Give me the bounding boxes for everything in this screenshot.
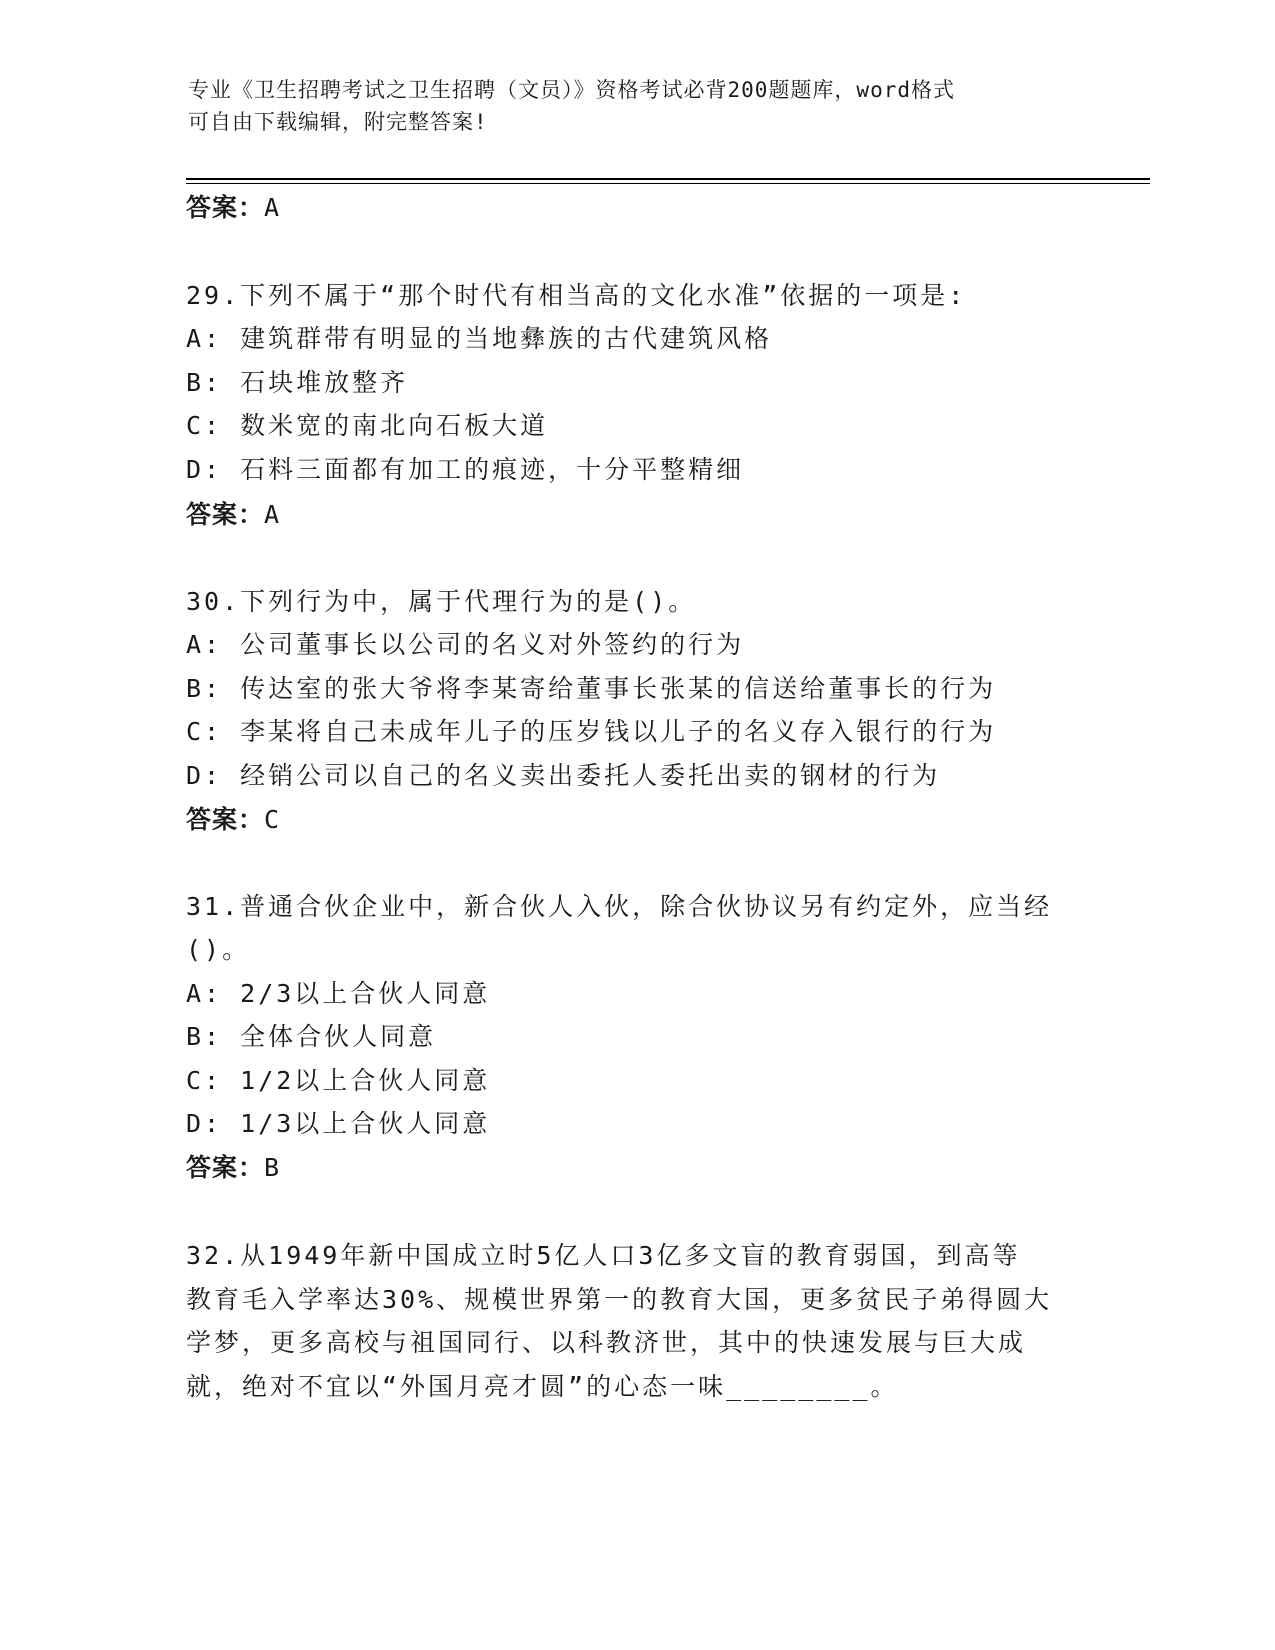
answer-value: A bbox=[264, 193, 281, 222]
question-31-option-d: D: 1/3以上合伙人同意 bbox=[186, 1109, 491, 1138]
answer-value: A bbox=[264, 500, 281, 529]
header-divider-thin bbox=[186, 183, 1150, 184]
document-header bbox=[188, 74, 1088, 138]
question-31-option-a: A: 2/3以上合伙人同意 bbox=[186, 979, 491, 1008]
header-line-1: 专业《卫生招聘考试之卫生招聘（文员）》资格考试必背200题题库，word格式 bbox=[188, 78, 955, 102]
answer-label: 答案： bbox=[186, 805, 265, 834]
header-divider-thick bbox=[186, 178, 1150, 180]
question-30-option-b: B: 传达室的张大爷将李某寄给董事长张某的信送给董事长的行为 bbox=[186, 674, 997, 703]
answer-label: 答案： bbox=[186, 193, 265, 222]
question-31-stem-line-1: 31.普通合伙企业中，新合伙人入伙，除合伙协议另有约定外，应当经 bbox=[186, 892, 1053, 921]
question-30-option-c: C: 李某将自己未成年儿子的压岁钱以儿子的名义存入银行的行为 bbox=[186, 717, 997, 746]
question-30-answer bbox=[186, 802, 280, 838]
question-29-option-d: D: 石料三面都有加工的痕迹，十分平整精细 bbox=[186, 455, 745, 484]
question-29-answer bbox=[186, 497, 280, 533]
question-32-stem-line-3: 学梦，更多高校与祖国同行、以科教济世，其中的快速发展与巨大成 bbox=[186, 1328, 1027, 1357]
question-29-option-c: C: 数米宽的南北向石板大道 bbox=[186, 411, 549, 440]
answer-line bbox=[186, 190, 280, 226]
question-31-answer bbox=[186, 1150, 280, 1186]
answer-label: 答案： bbox=[186, 1153, 265, 1182]
header-line-2: 可自由下载编辑，附完整答案! bbox=[188, 110, 488, 134]
question-32-stem-line-1: 32.从1949年新中国成立时5亿人口3亿多文盲的教育弱国，到高等 bbox=[186, 1241, 1021, 1270]
question-32-stem-line-4: 就，绝对不宜以“外国月亮才圆”的心态一味________。 bbox=[186, 1372, 899, 1401]
question-31-option-c: C: 1/2以上合伙人同意 bbox=[186, 1066, 491, 1095]
question-29-option-a: A: 建筑群带有明显的当地彝族的古代建筑风格 bbox=[186, 324, 773, 353]
answer-value: B bbox=[264, 1153, 281, 1182]
question-30-stem: 30.下列行为中，属于代理行为的是()。 bbox=[186, 587, 697, 616]
question-29-option-b: B: 石块堆放整齐 bbox=[186, 368, 409, 397]
question-31-option-b: B: 全体合伙人同意 bbox=[186, 1022, 437, 1051]
question-30-option-d: D: 经销公司以自己的名义卖出委托人委托出卖的钢材的行为 bbox=[186, 761, 941, 790]
question-31-stem-line-2: ()。 bbox=[186, 935, 251, 964]
answer-value: C bbox=[264, 805, 281, 834]
question-29-stem: 29.下列不属于“那个时代有相当高的文化水准”依据的一项是: bbox=[186, 281, 967, 310]
question-30-option-a: A: 公司董事长以公司的名义对外签约的行为 bbox=[186, 630, 745, 659]
answer-label: 答案： bbox=[186, 500, 265, 529]
question-32-stem-line-2: 教育毛入学率达30%、规模世界第一的教育大国，更多贫民子弟得圆大 bbox=[186, 1285, 1053, 1314]
